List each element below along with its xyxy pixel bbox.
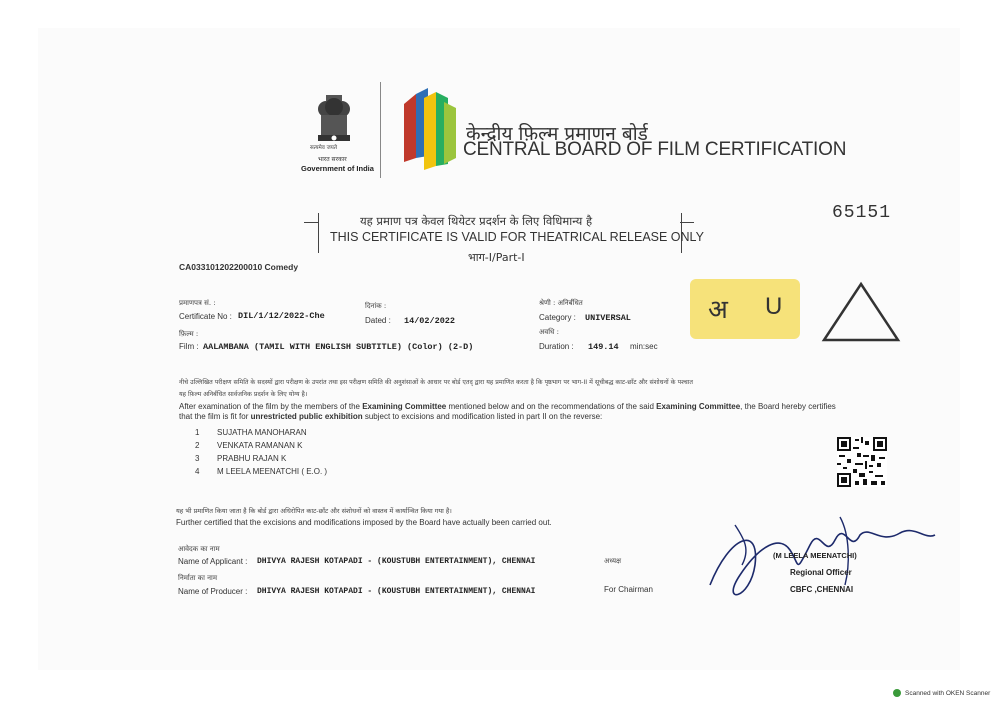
qr-code-icon[interactable] [837,437,887,487]
signature [700,505,940,615]
banner-line-left [304,222,318,223]
part-label: भाग-I/Part-I [468,251,525,264]
chairman-hi: अध्यक्ष [604,557,622,565]
committee-name: VENKATA RAMANAN K [217,441,303,450]
officer-title: Regional Officer [790,568,852,577]
emblem-gov-en: Government of India [301,164,374,173]
scanner-logo-icon [893,689,901,697]
category-hi: श्रेणी : अनिर्बंधित [539,299,583,307]
cert-no-label: Certificate No : [179,312,232,321]
producer-value: DHIVYA RAJESH KOTAPADI - (KOUSTUBH ENTERTAINMENT), CHENNAI [257,587,536,596]
producer-hi: निर्माता का नाम [178,574,218,582]
emblem-motto: सत्यमेव जयते [310,145,338,151]
committee-name: M LEELA MEENATCHI ( E.O. ) [217,467,328,476]
committee-name: PRABHU RAJAN K [217,454,287,463]
applicant-hi: आवेदक का नाम [178,545,220,553]
duration-label: Duration : [539,342,574,351]
banner-line-right [680,222,694,223]
officer-name: (M LEELA MEENATCHI) [773,551,857,560]
reference-code: CA033101202200010 Comedy [179,262,299,272]
film-value: AALAMBANA (TAMIL WITH ENGLISH SUBTITLE) (Color) (2-D) [203,342,474,352]
committee-no: 2 [195,441,200,450]
film-hi: फ़िल्म : [179,330,199,338]
statement-hi-1: नीचे उल्लिखित परीक्षण समिति के सदस्यों द्वारा परीक्षण के उपरांत तथा इस परीक्षण समिति की अनुशंसाओं के आधार पर बोर्ड एतद् द्वारा यह प्रमाणित करता है कि पृष्ठभाग पर भाग-II में सूचीबद्ध काट-छाँट और संशोधनों के पश्चात [179,379,693,386]
date-value: 14/02/2022 [404,316,456,326]
category-value: UNIVERSAL [585,313,631,323]
triangle-icon [820,280,902,344]
duration-unit: min:sec [630,342,658,351]
serial-number: 65151 [832,203,892,223]
statement-hi-2: यह फ़िल्म अनिर्बंधित सार्वजनिक प्रदर्शन के लिए योग्य है। [179,391,308,398]
duration-value: 149.14 [588,342,619,352]
rating-hi: अ [708,295,728,325]
statement-en-2: that the film is fit for unrestricted public exhibition subject to excisions and modification listed in part II on the reverse: [179,412,603,421]
applicant-value: DHIVYA RAJESH KOTAPADI - (KOUSTUBH ENTERTAINMENT), CHENNAI [257,557,536,566]
validity-hi: यह प्रमाण पत्र केवल थियेटर प्रदर्शन के लिए विधिमान्य है [360,214,593,228]
category-label: Category : [539,313,576,322]
statement-en-1: After examination of the film by the members of the Examining Committee mentioned below and on the recommendations of the said Examining Committee, the Board hereby certifies [179,402,836,411]
officer-office: CBFC ,CHENNAI [790,585,854,594]
cert-no-hi: प्रमाणपत्र सं. : [179,299,216,307]
committee-no: 4 [195,467,200,476]
cbfc-logo-icon [402,86,458,174]
film-label: Film : [179,342,199,351]
chairman-en: For Chairman [604,585,653,594]
board-name-en: CENTRAL BOARD OF FILM CERTIFICATION [463,139,847,160]
cert-no-value: DIL/1/12/2022-Che [238,311,325,321]
rating-en: U [765,293,783,320]
emblem-gov-hi: भारत सरकार [318,156,347,163]
applicant-label: Name of Applicant : [178,557,248,566]
committee-name: SUJATHA MANOHARAN [217,428,307,437]
committee-no: 1 [195,428,200,437]
producer-label: Name of Producer : [178,587,248,596]
date-hi: दिनांक : [365,302,387,310]
committee-no: 3 [195,454,200,463]
header-separator [380,82,381,178]
further-en: Further certified that the excisions and modifications imposed by the Board have actually been carried out. [176,518,552,527]
rating-badge [690,279,800,339]
validity-en: THIS CERTIFICATE IS VALID FOR THEATRICAL RELEASE ONLY [330,230,704,244]
duration-hi: अवधि : [539,328,559,336]
scanner-note: Scanned with OKEN Scanner [905,690,991,697]
board-name-hi: केन्द्रीय फ़िल्म प्रमाणन बोर्ड [466,123,648,145]
date-label: Dated : [365,316,391,325]
further-hi: यह भी प्रमाणित किया जाता है कि बोर्ड द्वारा अधिरोपित काट-छाँट और संशोधनों को वास्तव में कार्यान्वित किया गया है। [176,507,452,515]
